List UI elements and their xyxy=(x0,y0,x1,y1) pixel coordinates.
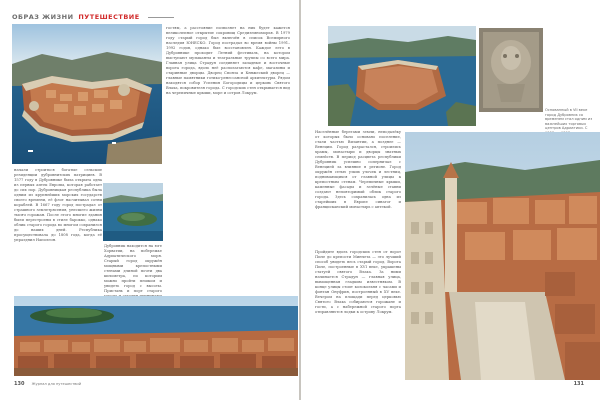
page-number: 130 xyxy=(14,381,25,387)
left-page-column-3 xyxy=(166,26,290,286)
left-page-column-1 xyxy=(14,168,102,294)
article-text: Пройдите вдоль городских стен от ворот Пиле до крепости Минчета — это лучший способ увидеть весь старый город. Ворота Пиле, построенные в XVI веке, украшены статуей святого Влаха. За ними начинается Страдун — главная улица, вымощенная гладким известняком. В конце улицы стоит колокольня с часами и фонтан Онуфрия, построенный в XV веке. Вечером на площади перед церковью Святого Влаха собираются горожане и гости, а с набережной старого порта отправляются лодки к острову Локрум. xyxy=(315,250,401,314)
photo-island-lokrum xyxy=(103,183,163,241)
photo-old-town-walls xyxy=(12,24,162,164)
section-title: ПУТЕШЕСТВИЕ xyxy=(78,13,140,21)
right-page-column-1 xyxy=(315,130,401,246)
footer-note: Журнал для путешествий xyxy=(31,382,82,386)
photo-harbor-panorama xyxy=(14,296,298,376)
page-number: 131 xyxy=(573,381,584,387)
article-text: Населённые берегами земли, неподалёку от которых было основано поселение, стали частью Византии, а позднее — Венеции. Город разрастался, строились храмы, монастыри и дворцы знатных семейств. В период расцвета республики Дубровник успешно соперничал с Венецией за влияние в регионе. Город окружён сетью узких улочек и лестниц, поднимающихся от главной улицы к крепостным стенам. Черепичные крыши, каменные фасады и зелёные ставни создают неповторимый облик старого города. Здесь сохранилась одна из старейших в Европе синагог и францисканский монастырь с аптекой. xyxy=(315,130,401,209)
header-rule xyxy=(148,17,174,18)
photo-old-town-street xyxy=(405,132,600,380)
right-footer xyxy=(574,381,590,387)
left-page-column-2 xyxy=(104,244,162,296)
left-page xyxy=(0,0,299,400)
section-label: ОБРАЗ ЖИЗНИ xyxy=(12,13,74,21)
caption-text: Основанный в VII веке город Дубровник со временем стал одним из важнейших торговых центров Адриатики. С xyxy=(545,108,593,131)
right-page-column-2 xyxy=(315,250,401,378)
left-footer xyxy=(14,381,81,387)
photo-stone-relief xyxy=(479,28,543,112)
section-header xyxy=(12,13,174,21)
photo-aerial-old-town xyxy=(328,26,476,126)
article-text: начали строиться богатые сельские резиденции дубровнитских патрициев. В 1577 году в Дубровнике была открыта одна из первых аптек Европы, которая работает до сих пор. Дубровницкая республика была одним из крупнейших морских государств своего времени, её флот насчитывал сотни кораблей. В 1667 году город пострадал от страшного землетрясения, унесшего жизни тысяч горожан. После этого многие здания были перестроены в стиле барокко, однако облик старого города во многом сохранился до наших дней. Республика просуществовала до 1808 года, когда её упразднил Наполеон. xyxy=(14,168,102,242)
article-text: Дубровник находится на юге Хорватии, на побережье Адриатического моря. Старый город окружён мощными крепостными стенами длиной почти два километра, по которым можно пройти пешком и увидеть город с высоты. Пристань и порт старого xyxy=(104,244,162,293)
article-text: гостям, а расстояние позволяет на них будет кажется великолепное открытие сокровищ Средиземноморья. В 1979 году старый город был включён в список Всемирного наследия ЮНЕСКО. Город пострадал во время войны 1991–1992 годов, однако был восстановлен. Каждое лето в Дубровнике проходит Летний фестиваль, на котором выступают музыканты и театральные труппы со всего мира. Главная улица Страдун соединяет западные и восточные ворота города, вдоль неё располагаются кафе, магазины и старинные дворцы. Дворец Спонза и Княжеский дворец — главные памятники готико-ренессансной архитектуры. Рядом находятся собор Успения Богородицы и церковь Святого Влаха, покровителя города. С городских стен открывается вид на черепичные крыши, море и остров Локрум. xyxy=(166,26,290,95)
right-page xyxy=(301,0,600,400)
